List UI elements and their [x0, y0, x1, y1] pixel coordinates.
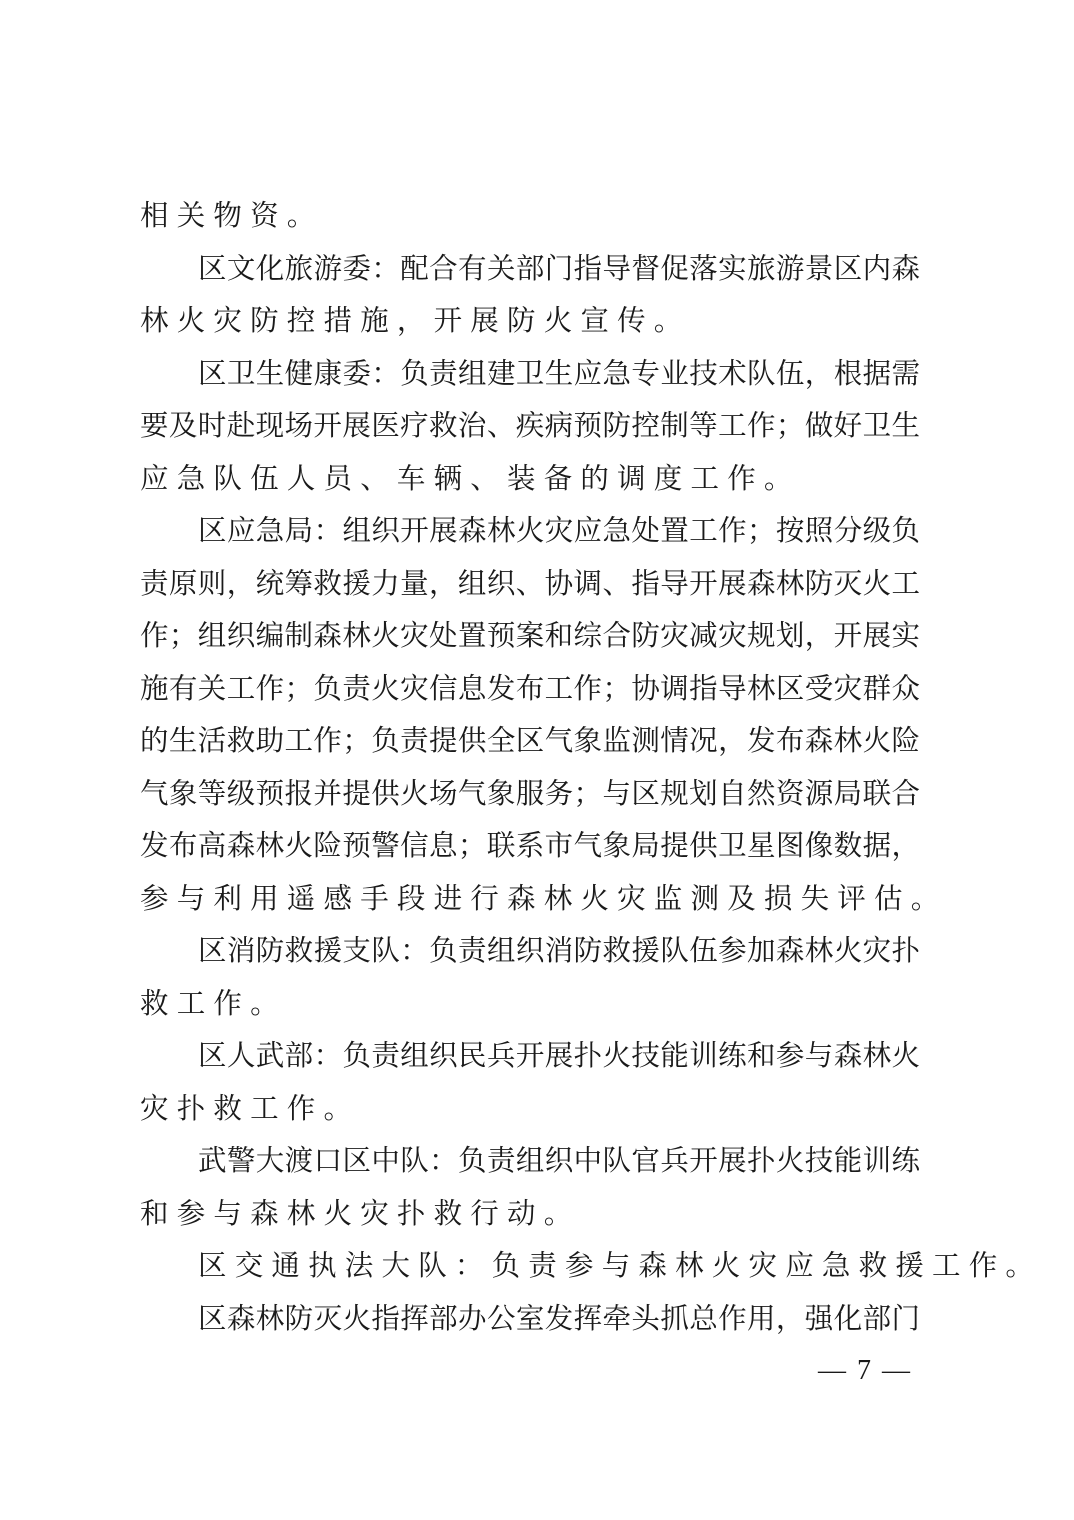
text-line: 参与利用遥感手段进行森林火灾监测及损失评估。 — [140, 881, 948, 915]
text-line: 气象等级预报并提供火场气象服务；与区规划自然资源局联合 — [140, 776, 920, 810]
text-line: 救工作。 — [140, 986, 287, 1020]
text-line: 施有关工作；负责火灾信息发布工作；协调指导林区受灾群众 — [140, 671, 920, 705]
text-line: 责原则，统筹救援力量，组织、协调、指导开展森林防灭火工 — [140, 566, 920, 600]
text-line: 作；组织编制森林火灾处置预案和综合防灾减灾规划，开展实 — [140, 619, 920, 652]
text-line: 灾扑救工作。 — [140, 1091, 361, 1125]
text-line: 区卫生健康委：负责组建卫生应急专业技术队伍，根据需 — [198, 356, 920, 390]
text-line: 区森林防灭火指挥部办公室发挥牵头抓总作用，强化部门 — [198, 1301, 920, 1335]
text-line: 林火灾防控措施，开展防火宣传。 — [140, 304, 691, 337]
text-line: 发布高森林火险预警信息；联系市气象局提供卫星图像数据， — [140, 829, 920, 862]
text-line: 应急队伍人员、车辆、装备的调度工作。 — [140, 461, 801, 495]
text-line: 和参与森林火灾扑救行动。 — [140, 1196, 581, 1230]
text-line: 区交通执法大队：负责参与森林火灾应急救援工作。 — [198, 1249, 1043, 1282]
page-number: — 7 — — [818, 1355, 912, 1386]
text-line: 的生活救助工作；负责提供全区气象监测情况，发布森林火险 — [140, 724, 920, 757]
body-text — [140, 190, 1043, 1345]
text-line: 区文化旅游委：配合有关部门指导督促落实旅游景区内森 — [198, 251, 920, 285]
text-line: 区应急局：组织开展森林火灾应急处置工作；按照分级负 — [198, 514, 920, 547]
text-line: 区消防救援支队：负责组织消防救援队伍参加森林火灾扑 — [198, 934, 920, 967]
text-line: 要及时赴现场开展医疗救治、疾病预防控制等工作；做好卫生 — [140, 409, 920, 442]
text-line: 区人武部：负责组织民兵开展扑火技能训练和参与森林火 — [198, 1039, 920, 1072]
text-line: 相关物资。 — [140, 199, 324, 232]
text-line: 武警大渡口区中队：负责组织中队官兵开展扑火技能训练 — [198, 1144, 920, 1177]
